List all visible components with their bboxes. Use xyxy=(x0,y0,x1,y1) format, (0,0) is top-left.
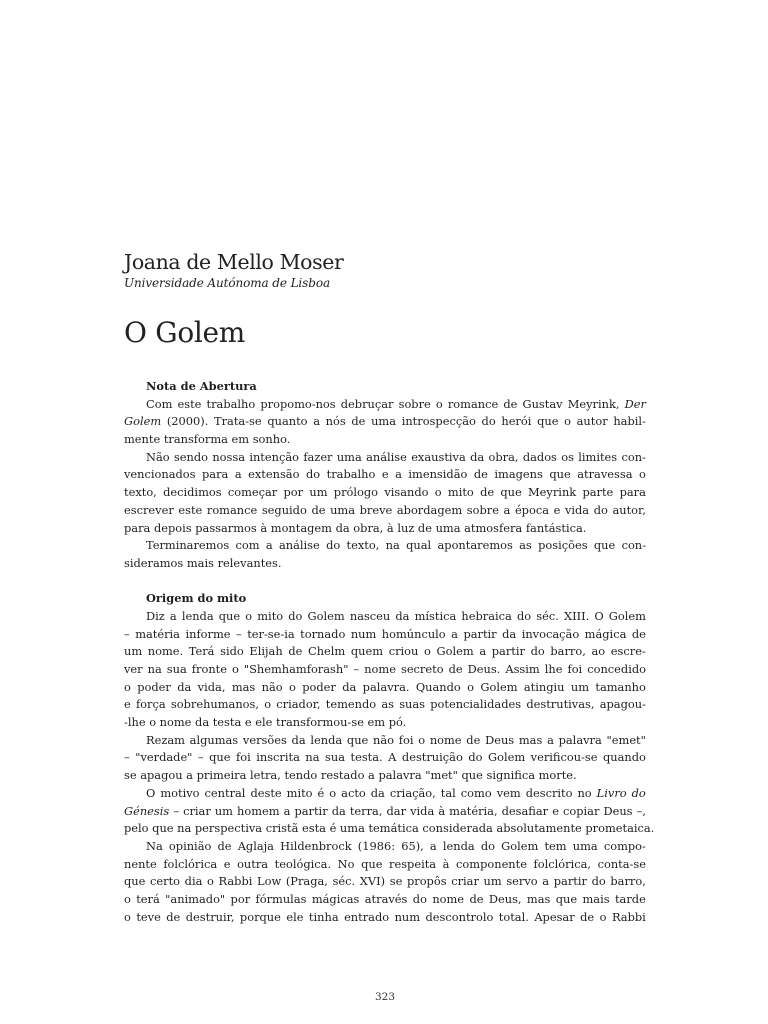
text-line: Génesis – criar um homem a partir da terra, dar vida à matéria, desafiar e copiar Deus –, xyxy=(124,803,646,818)
text-line: Rezam algumas versões da lenda que não foi o nome de Deus mas a palavra "emet" xyxy=(146,732,646,747)
author-affiliation: Universidade Autónoma de Lisboa xyxy=(124,276,330,290)
text-line: sideramos mais relevantes. xyxy=(124,555,282,570)
text-line: se apagou a primeira letra, tendo restado a palavra "met" que significa morte. xyxy=(124,768,577,783)
text-line: e força sobrehumanos, o criador, temendo as suas potencialidades destrutivas, apagou- xyxy=(124,697,646,712)
article-title: O Golem xyxy=(124,316,246,349)
section-heading: Nota de Abertura xyxy=(146,379,257,393)
text-line: nente folclórica e outra teológica. No que respeita à componente folclórica, conta-se xyxy=(124,856,646,871)
text-line: para depois passarmos à montagem da obra, à luz de uma atmosfera fantástica. xyxy=(124,520,587,535)
body-text xyxy=(124,378,655,926)
text-line: – "verdade" – que foi inscrita na sua testa. A destruição do Golem verificou-se quando xyxy=(124,750,646,765)
text-line: que certo dia o Rabbi Low (Praga, séc. XVI) se propôs criar um servo a partir do barro, xyxy=(124,874,646,889)
text-line: pelo que na perspectiva cristã esta é uma temática considerada absolutamente prometaica. xyxy=(124,821,655,836)
text-line: Com este trabalho propomo-nos debruçar sobre o romance de Gustav Meyrink, Der xyxy=(146,396,646,411)
author-name: Joana de Mello Moser xyxy=(124,250,344,274)
text-line: Diz a lenda que o mito do Golem nasceu da mística hebraica do séc. XIII. O Golem xyxy=(146,608,646,623)
text-line: o poder da vida, mas não o poder da palavra. Quando o Golem atingiu um tamanho xyxy=(124,679,646,694)
text-line: -lhe o nome da testa e ele transformou-se em pó. xyxy=(124,715,407,730)
page xyxy=(124,0,655,1024)
text-line: Não sendo nossa intenção fazer uma análise exaustiva da obra, dados os limites con- xyxy=(146,449,646,464)
page-number: 323 xyxy=(374,991,396,1003)
text-line: o terá "animado" por fórmulas mágicas através do nome de Deus, mas que mais tarde xyxy=(124,891,646,906)
text-line: – matéria informe – ter-se-ia tornado num homúnculo a partir da invocação mágica de xyxy=(124,626,646,641)
section-gap xyxy=(124,573,646,591)
text-line: o teve de destruir, porque ele tinha entrado num descontrolo total. Apesar de o Rabbi xyxy=(124,909,646,924)
section-heading: Origem do mito xyxy=(146,591,247,606)
text-line: Na opinião de Aglaja Hildenbrock (1986: 65), a lenda do Golem tem uma compo- xyxy=(146,838,646,853)
text-line: O motivo central deste mito é o acto da criação, tal como vem descrito no Livro do xyxy=(146,785,646,800)
text-line: Terminaremos com a análise do texto, na qual apontaremos as posições que con- xyxy=(146,538,646,553)
text-line: ver na sua fronte o "Shemhamforash" – nome secreto de Deus. Assim lhe foi concedido xyxy=(124,662,646,676)
text-line: Golem (2000). Trata-se quanto a nós de uma introspecção do herói que o autor habil- xyxy=(124,414,646,429)
text-line: mente transforma em sonho. xyxy=(124,432,291,447)
text-line: texto, decidimos começar por um prólogo visando o mito de que Meyrink parte para xyxy=(124,485,646,500)
text-line: vencionados para a extensão do trabalho e a imensidão de imagens que atravessa o xyxy=(124,467,646,482)
text-line: um nome. Terá sido Elijah de Chelm quem criou o Golem a partir do barro, ao escre- xyxy=(124,644,646,659)
text-line: escrever este romance seguido de uma breve abordagem sobre a época e vida do autor, xyxy=(124,502,646,517)
